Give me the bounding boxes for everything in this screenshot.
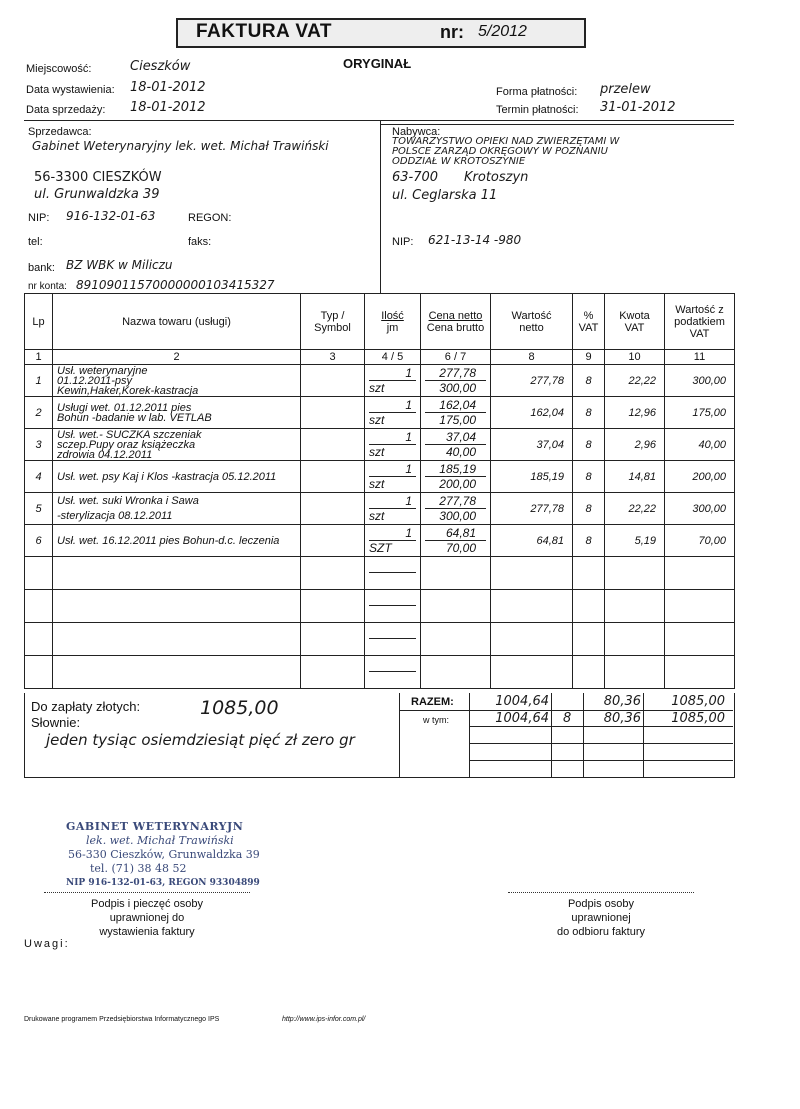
copy-label: ORYGINAŁ — [343, 56, 412, 71]
item-unit: szt — [369, 381, 385, 395]
item-lp: 5 — [25, 493, 53, 525]
item-vat-rate: 8 — [573, 525, 605, 557]
item-qty-cell — [365, 365, 421, 397]
col-header-qty — [365, 294, 421, 350]
seller-postal: 56-3300 CIESZKÓW — [34, 170, 162, 185]
item-description — [53, 493, 301, 525]
item-net-value: 64,81 — [491, 525, 573, 557]
item-net-price: 162,04 — [439, 398, 476, 412]
stamp-line2: lek. wet. Michał Trawiński — [86, 834, 234, 847]
item-gross-price: 300,00 — [439, 381, 476, 395]
col-header-gross — [665, 294, 735, 350]
incl-gross: 1085,00 — [671, 711, 725, 726]
col-header-lp: Lp — [25, 294, 53, 350]
item-net-price: 277,78 — [439, 366, 476, 380]
invoice-title: FAKTURA VAT — [196, 21, 333, 42]
item-price-cell — [421, 525, 491, 557]
item-price-cell — [421, 365, 491, 397]
item-qty-cell — [365, 397, 421, 429]
item-vat-amount: 22,22 — [605, 365, 665, 397]
col-number: 11 — [665, 350, 735, 365]
parties-divider — [380, 120, 381, 294]
item-vat-amount: 22,22 — [605, 493, 665, 525]
col-header-net — [491, 294, 573, 350]
item-description-line: Usł. wet. psy Kaj i Klos -kastracja 05.12.2011 — [57, 470, 277, 483]
invoice-number-label: nr: — [440, 22, 464, 42]
to-pay-value: 1085,00 — [200, 697, 279, 719]
item-net-price: 37,04 — [445, 430, 476, 444]
item-price-cell — [421, 461, 491, 493]
buyer-city: Krotoszyn — [464, 170, 529, 185]
item-vat-rate: 8 — [573, 429, 605, 461]
buyer-name-line3: ODDZIAŁ W KROTOSZYNIE — [392, 156, 526, 167]
buyer-name-line2: POLSCE ZARZĄD OKRĘGOWY W POZNANIU — [392, 146, 608, 157]
item-qty: 1 — [405, 430, 412, 444]
col-number: 8 — [491, 350, 573, 365]
buyer-label: Nabywca: — [392, 126, 441, 138]
item-type — [301, 429, 365, 461]
stamp-line5: NIP 916-132-01-63, REGON 93304899 — [66, 878, 260, 888]
sale-date-value: 18-01-2012 — [130, 100, 206, 115]
place-value: Cieszków — [130, 59, 191, 74]
item-gross-value: 300,00 — [665, 365, 735, 397]
col-header-qty-line1: Ilość — [381, 309, 404, 322]
item-description-line: Bohun -badanie w lab. VETLAB — [57, 411, 212, 424]
stamp-line3: 56-330 Cieszków, Grunwaldzka 39 — [68, 848, 260, 861]
item-gross-price: 70,00 — [445, 541, 476, 555]
table-row — [25, 397, 735, 429]
item-gross-value: 70,00 — [665, 525, 735, 557]
col-number: 6 / 7 — [421, 350, 491, 365]
item-type — [301, 397, 365, 429]
col-header-net-line1: Wartość — [511, 309, 552, 322]
item-vat-rate: 8 — [573, 397, 605, 429]
item-unit: szt — [369, 477, 385, 491]
col-header-net-line2: netto — [519, 321, 544, 334]
table-header-row — [25, 294, 735, 350]
payment-value: przelew — [600, 82, 651, 97]
receiver-caption-line1: Podpis osoby — [567, 898, 635, 910]
col-header-price — [421, 294, 491, 350]
item-rows — [25, 365, 735, 557]
item-qty: 1 — [405, 462, 412, 476]
receiver-signature-caption — [508, 897, 694, 939]
item-net-value: 277,78 — [491, 365, 573, 397]
col-number: 10 — [605, 350, 665, 365]
buyer-postal: 63-700 — [392, 170, 439, 185]
item-type — [301, 493, 365, 525]
item-price-cell — [421, 397, 491, 429]
sum-label: RAZEM: — [411, 696, 454, 708]
item-net-price: 185,19 — [439, 462, 476, 476]
col-header-gross-line1: Wartość z — [675, 303, 724, 316]
sum-vat: 80,36 — [603, 694, 641, 709]
item-description-line: Usł. wet. suki Wronka i Sawa — [57, 494, 199, 507]
due-date-value: 31-01-2012 — [600, 100, 676, 115]
item-description-line: 01.12.2011-psy — [57, 374, 133, 387]
item-unit: szt — [369, 445, 385, 459]
col-header-type — [301, 294, 365, 350]
receiver-caption-line3: do odbioru faktury — [556, 926, 646, 938]
col-number: 3 — [301, 350, 365, 365]
item-net-price: 64,81 — [445, 526, 476, 540]
item-description — [53, 461, 301, 493]
empty-row — [25, 623, 735, 656]
col-header-vat — [605, 294, 665, 350]
seller-account-label: nr konta: — [28, 281, 67, 292]
item-gross-price: 40,00 — [445, 445, 476, 459]
issuer-caption-line2: uprawnionej do — [109, 912, 185, 924]
item-type — [301, 525, 365, 557]
item-qty: 1 — [405, 366, 412, 380]
invoice-number: 5/2012 — [478, 23, 527, 40]
issuer-signature-line — [44, 892, 250, 893]
item-vat-amount: 12,96 — [605, 397, 665, 429]
sale-date-label: Data sprzedaży: — [26, 104, 106, 116]
item-lp: 2 — [25, 397, 53, 429]
col-header-type-line2: Symbol — [314, 321, 351, 334]
item-description — [53, 429, 301, 461]
item-qty: 1 — [405, 526, 412, 540]
seller-label: Sprzedawca: — [28, 126, 92, 138]
item-qty: 1 — [405, 494, 412, 508]
seller-fax-label: faks: — [188, 236, 212, 248]
item-lp: 3 — [25, 429, 53, 461]
words-label: Słownie: — [31, 715, 81, 730]
item-qty-cell — [365, 493, 421, 525]
col-header-rate-line1: % — [583, 309, 594, 322]
item-description-line: -sterylizacja 08.12.2011 — [57, 509, 173, 522]
buyer-top-rule — [380, 124, 734, 125]
item-net-value: 277,78 — [491, 493, 573, 525]
item-lp: 6 — [25, 525, 53, 557]
empty-row — [25, 557, 735, 590]
table-row — [25, 461, 735, 493]
seller-bank-value: BZ WBK w Miliczu — [66, 258, 173, 272]
item-unit: SZT — [369, 541, 392, 555]
item-gross-value: 175,00 — [665, 397, 735, 429]
col-header-type-line1: Typ / — [320, 309, 345, 322]
item-description-line: Usługi wet. 01.12.2011 pies — [57, 401, 192, 414]
col-number: 9 — [573, 350, 605, 365]
incl-rate: 8 — [563, 711, 572, 726]
seller-bank-label: bank: — [28, 262, 55, 274]
summary-grid — [399, 693, 733, 777]
item-lp: 1 — [25, 365, 53, 397]
seller-name: Gabinet Weterynaryjny lek. wet. Michał Trawiński — [32, 139, 329, 153]
buyer-street: ul. Ceglarska 11 — [392, 188, 498, 203]
table-row — [25, 525, 735, 557]
printer-url: http://www.ips-infor.com.pl/ — [282, 1016, 366, 1023]
col-header-rate-line2: VAT — [578, 321, 599, 334]
item-gross-value: 40,00 — [665, 429, 735, 461]
place-label: Miejscowość: — [26, 63, 92, 75]
issuer-caption-line1: Podpis i pieczęć osoby — [91, 898, 203, 910]
seller-nip-value: 916-132-01-63 — [66, 209, 156, 223]
buyer-nip-value: 621-13-14 -980 — [428, 233, 522, 247]
item-qty-cell — [365, 525, 421, 557]
column-number-row — [25, 350, 735, 365]
payment-label: Forma płatności: — [496, 86, 578, 98]
seller-tel-label: tel: — [28, 236, 43, 248]
item-unit: szt — [369, 413, 385, 427]
col-number: 1 — [25, 350, 53, 365]
item-type — [301, 461, 365, 493]
buyer-name-line1: TOWARZYSTWO OPIEKI NAD ZWIERZĘTAMI W — [392, 136, 620, 147]
item-net-value: 37,04 — [491, 429, 573, 461]
item-price-cell — [421, 493, 491, 525]
col-header-vat-line1: Kwota — [619, 309, 650, 322]
empty-row — [25, 656, 735, 689]
item-gross-value: 300,00 — [665, 493, 735, 525]
words-value: jeden tysiąc osiemdziesiąt pięć zł zero gr — [46, 731, 355, 749]
invoice-title-box — [176, 18, 586, 48]
table-row — [25, 429, 735, 461]
col-header-gross-line3: VAT — [689, 327, 710, 340]
seller-regon-label: REGON: — [188, 212, 232, 224]
item-vat-rate: 8 — [573, 461, 605, 493]
item-description-line: Kewin,Haker,Korek-kastracja — [57, 384, 199, 397]
issue-date-value: 18-01-2012 — [130, 80, 206, 95]
item-vat-amount: 2,96 — [605, 429, 665, 461]
item-description-line: Usł. wet. 16.12.2011 pies Bohun-d.c. leczenia — [57, 534, 280, 547]
stamp-line4: tel. (71) 38 48 52 — [90, 862, 187, 875]
item-description-line: sczep.Pupy oraz książeczka — [57, 438, 196, 451]
printed-by: Drukowane programem Przedsiębiorstwa Informatycznego IPS — [24, 1016, 220, 1023]
item-vat-amount: 5,19 — [605, 525, 665, 557]
item-description — [53, 397, 301, 429]
item-qty-cell — [365, 429, 421, 461]
item-net-value: 185,19 — [491, 461, 573, 493]
col-number: 2 — [53, 350, 301, 365]
receiver-caption-line2: uprawnionej — [571, 912, 631, 924]
seller-street: ul. Grunwaldzka 39 — [34, 187, 160, 202]
item-vat-amount: 14,81 — [605, 461, 665, 493]
col-header-gross-line2: podatkiem — [674, 315, 725, 328]
item-vat-rate: 8 — [573, 493, 605, 525]
item-price-cell — [421, 429, 491, 461]
sum-net: 1004,64 — [495, 694, 549, 709]
seller-stamp — [66, 820, 266, 890]
stamp-line1: GABINET WETERYNARYJN — [66, 820, 244, 833]
item-gross-price: 175,00 — [439, 413, 476, 427]
col-header-qty-line2: jm — [386, 321, 399, 334]
col-header-name: Nazwa towaru (usługi) — [53, 294, 301, 350]
issuer-caption-line3: wystawienia faktury — [99, 926, 195, 938]
item-type — [301, 365, 365, 397]
incl-net: 1004,64 — [495, 711, 549, 726]
remarks-label: Uwagi: — [24, 938, 70, 950]
issuer-signature-caption — [44, 897, 250, 939]
item-description-line: zdrowia 04.12.2011 — [57, 448, 153, 461]
incl-label: w tym: — [423, 715, 449, 725]
col-header-vat-line2: VAT — [624, 321, 645, 334]
item-description — [53, 365, 301, 397]
issue-date-label: Data wystawienia: — [26, 84, 115, 96]
item-description-line: Usł. weterynaryjne — [57, 364, 148, 377]
col-header-price-line1: Cena netto — [428, 309, 483, 322]
receiver-signature-line — [508, 892, 694, 893]
item-description-line: Usł. wet.- SUCZKA szczeniak — [57, 428, 202, 441]
item-lp: 4 — [25, 461, 53, 493]
item-unit: szt — [369, 509, 385, 523]
item-net-price: 277,78 — [439, 494, 476, 508]
parties-top-rule — [24, 120, 734, 121]
sum-gross: 1085,00 — [671, 694, 725, 709]
buyer-name — [392, 137, 619, 167]
to-pay-label: Do zapłaty złotych: — [31, 699, 141, 714]
col-header-price-line2: Cena brutto — [426, 321, 485, 334]
item-description — [53, 525, 301, 557]
item-qty-cell — [365, 461, 421, 493]
items-table — [24, 293, 735, 689]
item-vat-rate: 8 — [573, 365, 605, 397]
col-header-rate — [573, 294, 605, 350]
empty-row — [25, 590, 735, 623]
item-net-value: 162,04 — [491, 397, 573, 429]
table-row — [25, 493, 735, 525]
buyer-nip-label: NIP: — [392, 236, 414, 248]
item-gross-price: 200,00 — [439, 477, 476, 491]
item-qty: 1 — [405, 398, 412, 412]
incl-vat: 80,36 — [603, 711, 641, 726]
item-gross-value: 200,00 — [665, 461, 735, 493]
col-number: 4 / 5 — [365, 350, 421, 365]
item-gross-price: 300,00 — [439, 509, 476, 523]
due-date-label: Termin płatności: — [496, 104, 579, 116]
seller-nip-label: NIP: — [28, 212, 50, 224]
seller-account-value: 89109011570000000103415327 — [76, 278, 275, 292]
table-row — [25, 365, 735, 397]
